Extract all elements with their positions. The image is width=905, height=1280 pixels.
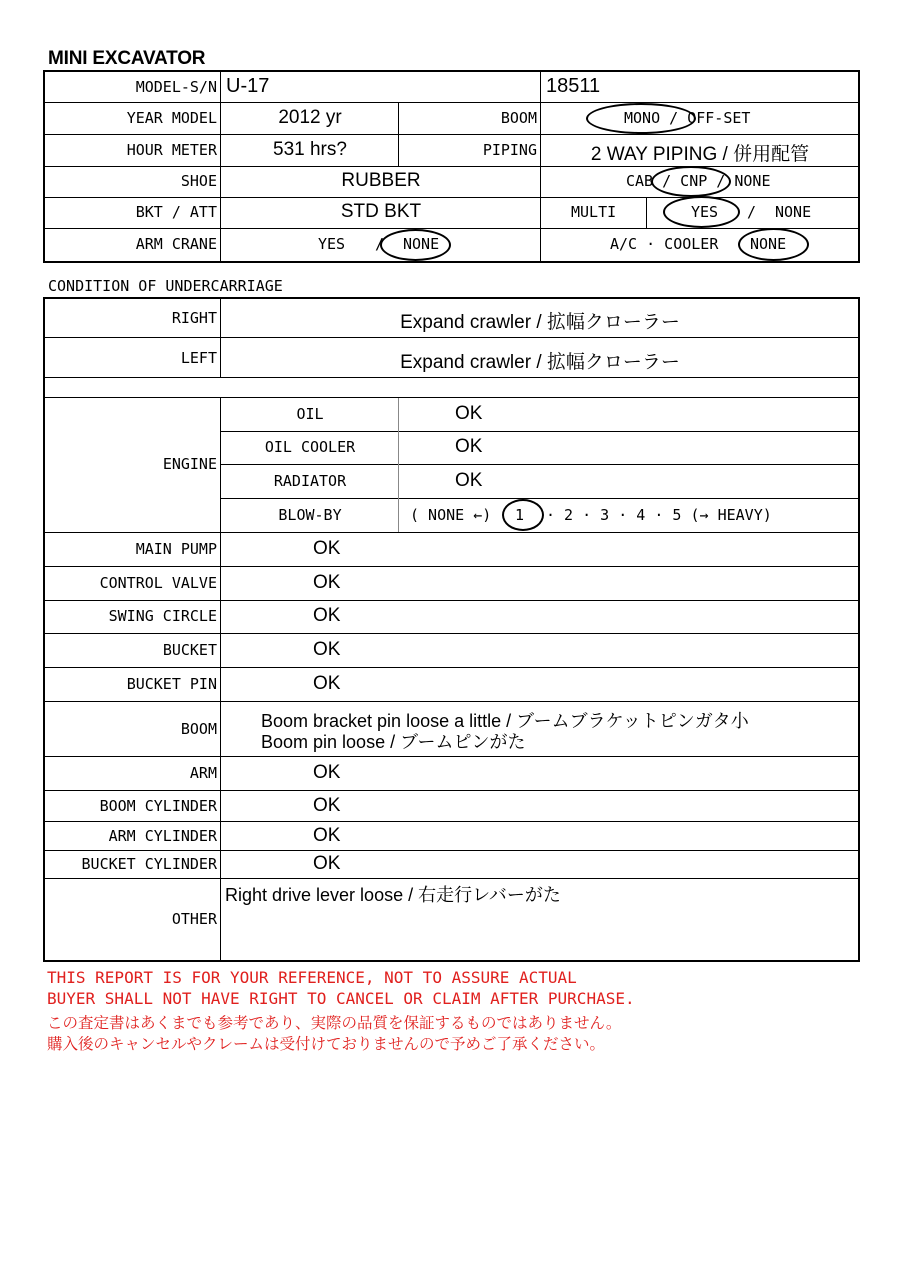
arm-value: OK — [313, 762, 341, 783]
bucket-label: BUCKET — [162, 641, 217, 659]
left-crawler-value: Expand crawler / 拡幅クローラー — [400, 352, 680, 373]
swing-circle-label: SWING CIRCLE — [108, 607, 217, 625]
bkt-value: STD BKT — [340, 201, 422, 222]
main-pump-value: OK — [313, 538, 341, 559]
cnp-circle — [651, 166, 731, 197]
arm-cylinder-label: ARM CYLINDER — [108, 827, 217, 845]
bucket-cylinder-label: BUCKET CYLINDER — [81, 855, 217, 873]
model-value: U-17 — [226, 75, 270, 97]
shoe-label: SHOE — [180, 172, 217, 190]
arm-label: ARM — [189, 764, 217, 782]
blow-by-level-1: 1 — [515, 506, 525, 524]
main-pump-label: MAIN PUMP — [135, 540, 217, 558]
disclaimer-line-4: 購入後のキャンセルやクレームは受付けておりませんので予めご了承ください。 — [47, 1035, 606, 1053]
year-model-label: YEAR MODEL — [126, 109, 217, 127]
boom-cylinder-value: OK — [313, 795, 341, 816]
boom-mono-circle — [586, 103, 696, 134]
multi-separator: / — [747, 203, 757, 221]
bucket-value: OK — [313, 639, 341, 660]
model-sn-label: MODEL-S/N — [135, 78, 217, 96]
blow-by-1-circle — [502, 499, 544, 531]
piping-label: PIPING — [482, 141, 537, 159]
bucket-pin-label: BUCKET PIN — [126, 675, 217, 693]
other-value: Right drive lever loose / 右走行レバーがた — [225, 885, 561, 905]
radiator-label: RADIATOR — [273, 472, 347, 490]
ac-none-circle — [738, 228, 809, 261]
arm-crane-label: ARM CRANE — [135, 235, 217, 253]
disclaimer-line-3: この査定書はあくまでも参考であり、実際の品質を保証するものではありません。 — [47, 1014, 622, 1032]
boom-note-line-1: Boom bracket pin loose a little / ブームブラケットピンガタ小 — [261, 711, 749, 731]
shoe-value: RUBBER — [341, 170, 421, 191]
control-valve-label: CONTROL VALVE — [99, 574, 217, 592]
boom-type-label: BOOM — [500, 109, 537, 127]
blow-by-label: BLOW-BY — [278, 506, 342, 524]
disclaimer-line-2: BUYER SHALL NOT HAVE RIGHT TO CANCEL OR CLAIM AFTER PURCHASE. — [47, 989, 635, 1008]
swing-circle-value: OK — [313, 605, 341, 626]
oil-cooler-label: OIL COOLER — [264, 438, 356, 456]
blow-by-none: ( NONE ←) — [410, 506, 492, 524]
arm-crane-none-circle — [380, 229, 451, 261]
boom-label: BOOM — [180, 720, 217, 738]
cab-options: CAB / CNP / NONE — [626, 172, 771, 190]
boom-type-options: MONO / OFF-SET — [624, 109, 751, 127]
bkt-att-label: BKT / ATT — [135, 203, 217, 221]
left-crawler-label: LEFT — [180, 349, 217, 367]
hour-meter-label: HOUR METER — [126, 141, 217, 159]
ac-cooler-label: A/C · COOLER — [610, 235, 719, 253]
page-title: MINI EXCAVATOR — [48, 48, 206, 69]
bucket-pin-value: OK — [313, 673, 341, 694]
boom-note-line-2: Boom pin loose / ブームピンがた — [261, 732, 526, 752]
undercarriage-heading: CONDITION OF UNDERCARRIAGE — [48, 277, 283, 295]
arm-cylinder-value: OK — [313, 825, 341, 846]
engine-label: ENGINE — [162, 455, 217, 473]
multi-none: NONE — [775, 203, 812, 221]
arm-crane-yes: YES — [318, 235, 346, 253]
year-value: 2012 yr — [278, 107, 342, 128]
arm-crane-separator: / — [375, 235, 385, 253]
other-label: OTHER — [171, 910, 217, 928]
hours-value: 531 hrs? — [273, 139, 347, 160]
right-crawler-label: RIGHT — [171, 309, 217, 327]
ac-cooler-value: NONE — [750, 235, 787, 253]
multi-yes: YES — [691, 203, 719, 221]
right-crawler-value: Expand crawler / 拡幅クローラー — [400, 312, 680, 333]
oil-cooler-value: OK — [455, 436, 483, 457]
radiator-value: OK — [455, 470, 483, 491]
multi-yes-circle — [663, 196, 740, 228]
boom-cylinder-label: BOOM CYLINDER — [99, 797, 217, 815]
control-valve-value: OK — [313, 572, 341, 593]
disclaimer-line-1: THIS REPORT IS FOR YOUR REFERENCE, NOT TO ASSURE ACTUAL — [47, 968, 577, 987]
serial-value: 18511 — [546, 75, 601, 97]
piping-value: 2 WAY PIPING / 併用配管 — [590, 144, 810, 165]
bucket-cylinder-value: OK — [313, 853, 341, 874]
blow-by-scale: · 2 · 3 · 4 · 5 (→ HEAVY) — [546, 506, 772, 524]
multi-label: MULTI — [571, 203, 617, 221]
oil-value: OK — [455, 403, 483, 424]
oil-label: OIL — [296, 405, 324, 423]
arm-crane-none: NONE — [403, 235, 440, 253]
